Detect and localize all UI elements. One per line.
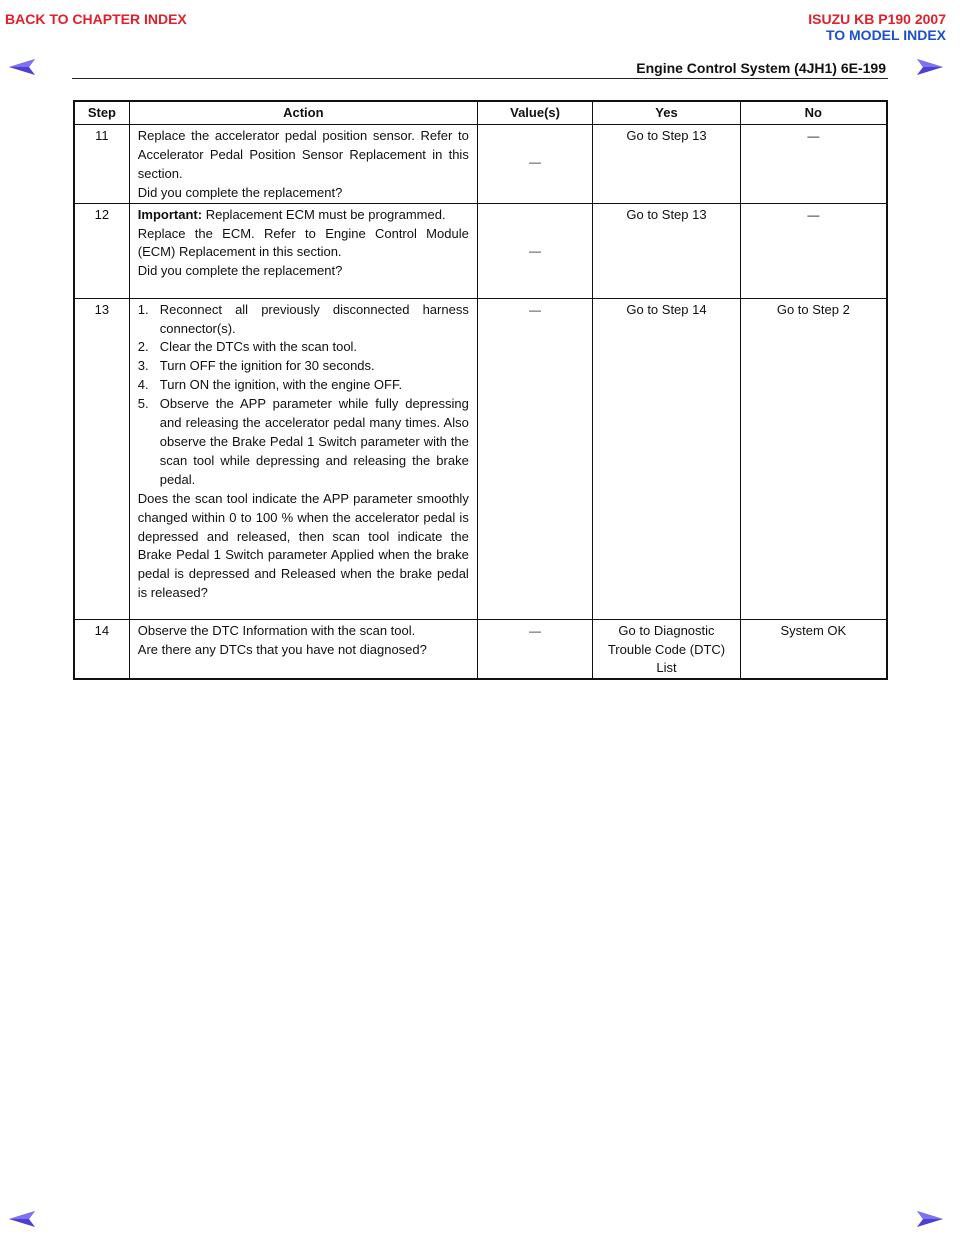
column-header-step: Step — [74, 101, 129, 125]
value-cell: — — [477, 203, 592, 298]
no-cell: System OK — [740, 619, 887, 679]
column-header-yes: Yes — [593, 101, 740, 125]
list-item: 1. Reconnect all previously disconnected harness connector(s). — [137, 301, 469, 336]
no-cell: — — [740, 125, 887, 204]
table-row — [74, 203, 887, 298]
step-number: 14 — [74, 619, 129, 679]
list-item: 2. Clear the DTCs with the scan tool. — [137, 339, 358, 355]
to-model-index-link[interactable]: TO MODEL INDEX — [825, 27, 946, 43]
left-arrow-icon[interactable] — [8, 58, 36, 76]
substep-list — [138, 301, 469, 490]
action-text: Replace the accelerator pedal position sensor. Refer to Accelerator Pedal Position Sensor Replacement in this section. — [137, 128, 469, 181]
action-question: Does the scan tool indicate the APP parameter smoothly changed within 0 to 100 % when the accelerator pedal is depressed and released, then scan tool indicate the Brake Pedal 1 Switch parameter Applied when the brake pedal is depressed and Released when the brake pedal is released? — [137, 490, 469, 601]
yes-cell: Go to Step 13 — [593, 203, 740, 298]
yes-cell: Go to Step 14 — [593, 298, 740, 619]
table-header-row — [74, 101, 887, 125]
list-item: 3. Turn OFF the ignition for 30 seconds. — [137, 358, 375, 374]
table-row — [74, 125, 887, 204]
column-header-no: No — [740, 101, 887, 125]
diagnostic-steps-table — [73, 100, 888, 680]
list-item: 5. Observe the APP parameter while fully depressing and releasing the accelerator pedal many times. Also observe the Brake Pedal 1 Switch parameter with the scan tool while depressing and releasing the brake pedal. — [137, 396, 469, 487]
yes-cell: Go to Diagnostic Trouble Code (DTC) List — [593, 619, 740, 679]
action-cell — [129, 203, 477, 298]
step-number: 13 — [74, 298, 129, 619]
header-rule — [72, 78, 888, 79]
table-row — [74, 298, 887, 619]
left-arrow-icon[interactable] — [8, 1210, 36, 1228]
step-number: 12 — [74, 203, 129, 298]
value-cell: — — [477, 125, 592, 204]
action-question: Are there any DTCs that you have not diagnosed? — [137, 641, 427, 657]
important-text: Replacement ECM must be programmed. — [205, 206, 446, 222]
action-text: Observe the DTC Information with the scan tool. — [137, 622, 416, 638]
important-note — [138, 206, 469, 225]
step-number: 11 — [74, 125, 129, 204]
no-cell: Go to Step 2 — [740, 298, 887, 619]
right-arrow-icon[interactable] — [916, 1210, 944, 1228]
model-name-link[interactable]: ISUZU KB P190 2007 — [808, 11, 946, 27]
page-header-title: Engine Control System (4JH1) 6E-199 — [636, 60, 886, 76]
no-cell: — — [740, 203, 887, 298]
column-header-values: Value(s) — [477, 101, 592, 125]
value-cell: — — [477, 619, 592, 679]
action-cell — [129, 619, 477, 679]
action-text: Replace the ECM. Refer to Engine Control Module (ECM) Replacement in this section. — [137, 225, 469, 260]
column-header-action: Action — [129, 101, 477, 125]
action-cell — [129, 125, 477, 204]
right-arrow-icon[interactable] — [916, 58, 944, 76]
action-question: Did you complete the replacement? — [137, 263, 343, 279]
important-label: Important: — [137, 206, 203, 222]
action-cell — [129, 298, 477, 619]
yes-cell: Go to Step 13 — [593, 125, 740, 204]
back-to-chapter-index-link[interactable]: BACK TO CHAPTER INDEX — [5, 11, 187, 27]
table-row — [74, 619, 887, 679]
action-question: Did you complete the replacement? — [137, 184, 343, 200]
model-title — [808, 11, 946, 43]
value-cell: — — [477, 298, 592, 619]
list-item: 4. Turn ON the ignition, with the engine OFF. — [137, 377, 403, 393]
